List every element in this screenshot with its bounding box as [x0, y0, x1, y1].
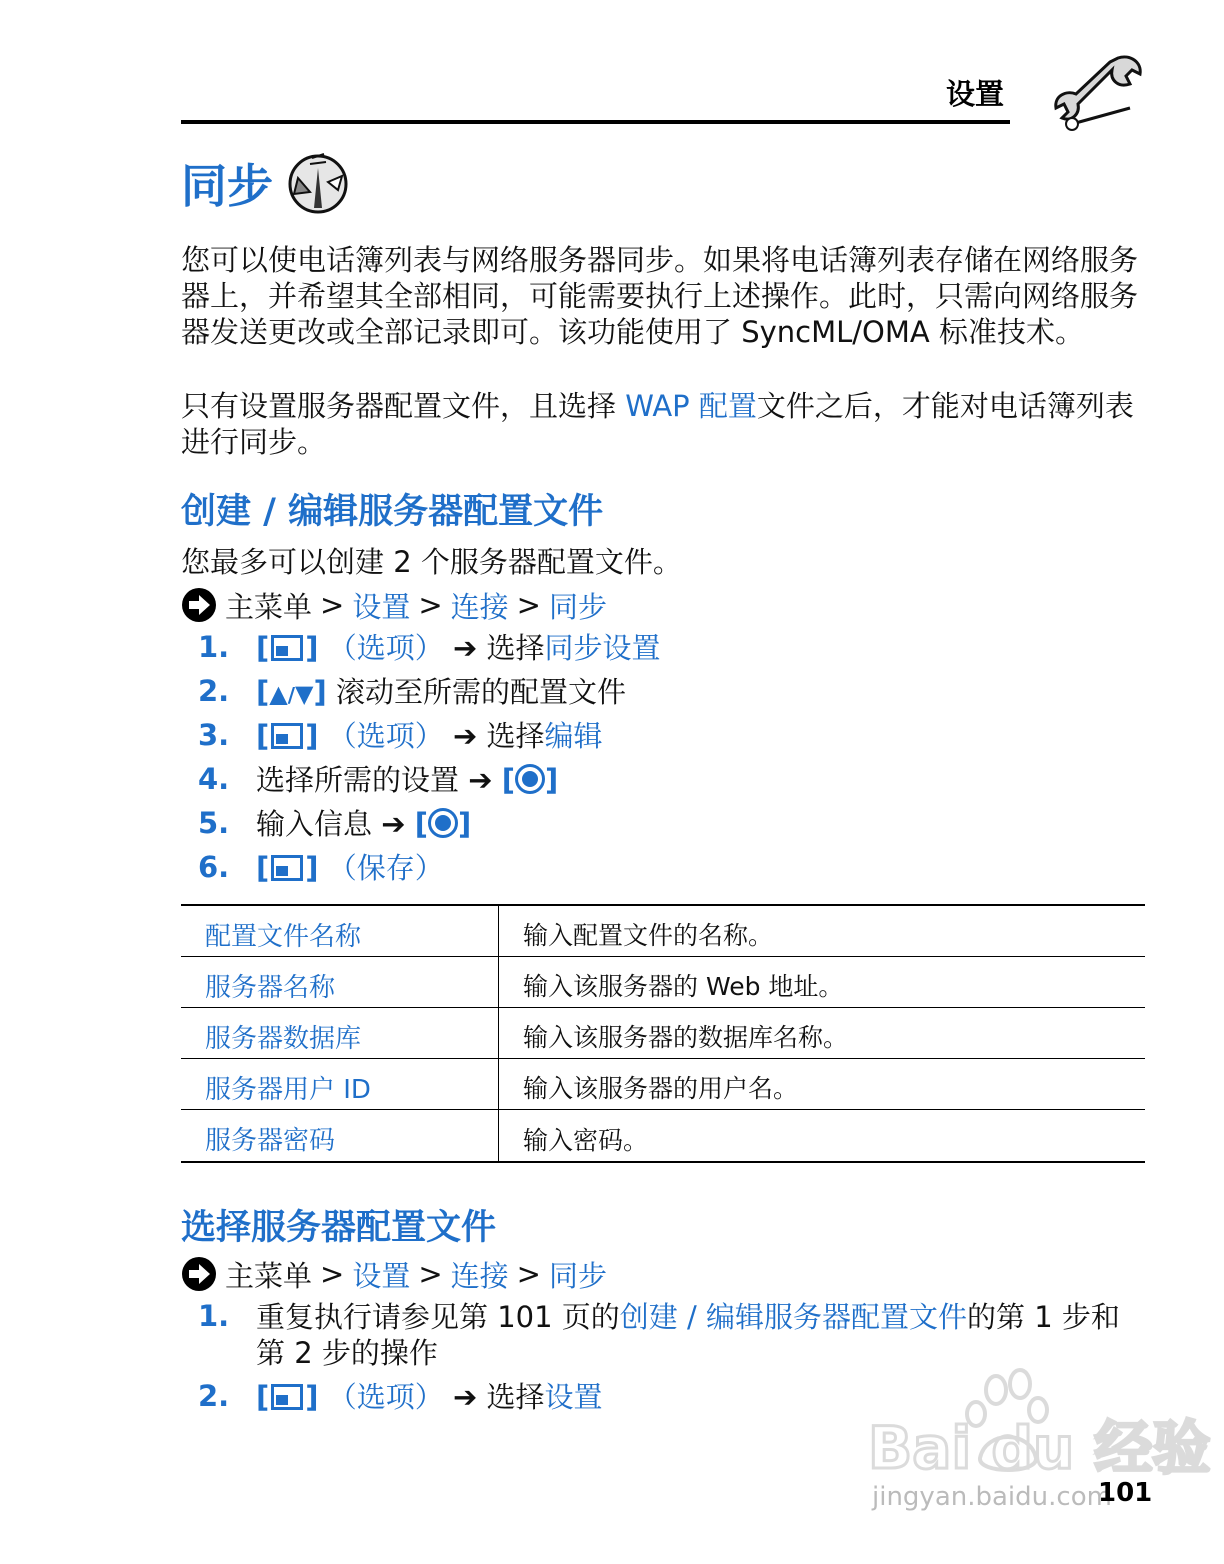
table-row [181, 906, 1145, 957]
note-text: 只有设置服务器配置文件，且选择 [181, 389, 626, 423]
step-text: [ ] （选项） ➔ 选择编辑 [256, 719, 603, 753]
table-field: 服务器数据库 [181, 1008, 499, 1058]
path-sep: > [516, 1257, 541, 1291]
options-label: （选项） [327, 631, 444, 665]
options-label: （选项） [327, 719, 444, 753]
table-field: 服务器名称 [181, 957, 499, 1007]
path-sep: > [516, 588, 541, 622]
table-desc: 输入该服务器的用户名。 [523, 1074, 799, 1103]
select-setting-text: 选择所需的设置 [256, 763, 460, 797]
step-number: 1. [198, 630, 230, 664]
header-rule [181, 120, 1010, 124]
intro-note [181, 388, 1143, 460]
up-arrow-icon: ▲ [269, 680, 288, 708]
select-verb: 选择 [486, 631, 545, 665]
enter-info-text: 输入信息 [256, 807, 373, 841]
softkey-left-icon [271, 635, 303, 661]
settings-link[interactable]: 设置 [544, 1380, 603, 1414]
menu-settings-link[interactable]: 设置 [352, 1258, 411, 1293]
arrow-icon: ➔ [381, 807, 406, 841]
arrow-circle-icon [181, 587, 217, 623]
table-row [181, 1008, 1145, 1059]
step-text: 选择所需的设置 ➔ [ ] [256, 763, 559, 797]
step-text [256, 1299, 1138, 1371]
watermark-text: Bai du 经验 [868, 1414, 1211, 1482]
path-sep: > [320, 588, 345, 622]
table-row [181, 957, 1145, 1008]
softkey-left-icon [271, 723, 303, 749]
create-edit-link[interactable]: 创建 / 编辑服务器配置文件 [619, 1300, 968, 1334]
note-text-end: 文件之后，才能对电话簿列表进行同步。 [181, 389, 1134, 459]
menu-sync-link[interactable]: 同步 [548, 1258, 607, 1293]
menu-connect-link[interactable]: 连接 [450, 589, 509, 624]
menu-connect-link[interactable]: 连接 [450, 1258, 509, 1293]
arrow-circle-icon [181, 1256, 217, 1292]
page-title: 同步 [181, 159, 273, 213]
table-field: 服务器密码 [181, 1110, 499, 1161]
menu-settings-link[interactable]: 设置 [352, 589, 411, 624]
path-sep: > [418, 1257, 443, 1291]
menu-sync-link[interactable]: 同步 [548, 589, 607, 624]
table-row [181, 1059, 1145, 1110]
step-number: 3. [198, 718, 230, 752]
step-number: 2. [198, 1379, 230, 1413]
step-number: 4. [198, 762, 230, 796]
scroll-text: 滚动至所需的配置文件 [336, 675, 627, 709]
step-item [198, 630, 1138, 666]
table-field: 配置文件名称 [181, 906, 499, 956]
step-text: [ ] （选项） ➔ 选择同步设置 [256, 631, 661, 665]
path-sep: > [418, 588, 443, 622]
section-heading-create-edit: 创建 / 编辑服务器配置文件 [181, 492, 604, 532]
path-sep: > [320, 1257, 345, 1291]
softkey-left-icon [271, 855, 303, 881]
section-paragraph: 您最多可以创建 2 个服务器配置文件。 [181, 545, 682, 579]
step-number: 1. [198, 1299, 230, 1333]
table-field: 服务器用户 ID [181, 1059, 499, 1109]
arrow-icon: ➔ [452, 719, 478, 753]
step-text: [ ] （保存） [256, 851, 444, 885]
sync-settings-link[interactable]: 同步设置 [544, 631, 661, 665]
step-item [198, 850, 1138, 886]
chapter-title: 设置 [946, 77, 1005, 111]
step-number: 2. [198, 674, 230, 708]
step-text: 输入信息 ➔ [ ] [256, 807, 472, 841]
intro-paragraph: 您可以使电话簿列表与网络服务器同步。如果将电话簿列表存储在网络服务器上，并希望其全部相同，可能需要执行上述操作。此时，只需向网络服务器发送更改或全部记录即可。该功能使用了 SyncML/OMA 标准技术。 [181, 243, 1139, 349]
down-arrow-icon: ▼ [295, 680, 314, 708]
table-desc: 输入该服务器的数据库名称。 [523, 1023, 849, 1052]
table-row [181, 1110, 1145, 1161]
step-number: 5. [198, 806, 230, 840]
table-desc: 输入该服务器的 Web 地址。 [523, 972, 844, 1001]
step-number: 6. [198, 850, 230, 884]
sync-satellite-icon [284, 148, 352, 216]
menu-root: 主菜单 [225, 589, 313, 624]
section-heading-select: 选择服务器配置文件 [181, 1208, 497, 1248]
menu-root: 主菜单 [225, 1258, 313, 1293]
settings-table [181, 904, 1145, 1163]
options-label: （选项） [327, 1380, 444, 1414]
step-text: [ ] （选项） ➔ 选择设置 [256, 1380, 603, 1414]
table-desc: 输入配置文件的名称。 [523, 921, 774, 950]
select-verb: 选择 [486, 1380, 545, 1414]
menu-path [181, 1254, 607, 1294]
step-text: [▲/▼] 滚动至所需的配置文件 [256, 675, 627, 709]
arrow-icon: ➔ [452, 631, 478, 665]
watermark-url: jingyan.baidu.com [872, 1482, 1112, 1512]
step-item [198, 674, 1138, 713]
step-item [198, 718, 1138, 754]
repeat-text-end: 的第 1 步和第 2 步的操作 [256, 1300, 1120, 1370]
softkey-left-icon [271, 1384, 303, 1410]
step-item [198, 1299, 1138, 1371]
select-verb: 选择 [486, 719, 545, 753]
page-number: 101 [1098, 1478, 1153, 1508]
repeat-text: 重复执行请参见第 101 页的 [256, 1300, 620, 1334]
wrench-icon [1050, 48, 1142, 140]
ok-key-icon [515, 764, 545, 794]
arrow-icon: ➔ [468, 763, 493, 797]
menu-path [181, 585, 607, 625]
ok-key-icon [428, 808, 458, 838]
edit-link[interactable]: 编辑 [544, 719, 603, 753]
table-desc: 输入密码。 [523, 1125, 649, 1155]
save-label: （保存） [327, 851, 444, 885]
arrow-icon: ➔ [452, 1380, 478, 1414]
step-item [198, 806, 1138, 842]
step-item [198, 762, 1138, 798]
wap-config-link[interactable]: WAP 配置 [625, 389, 757, 423]
